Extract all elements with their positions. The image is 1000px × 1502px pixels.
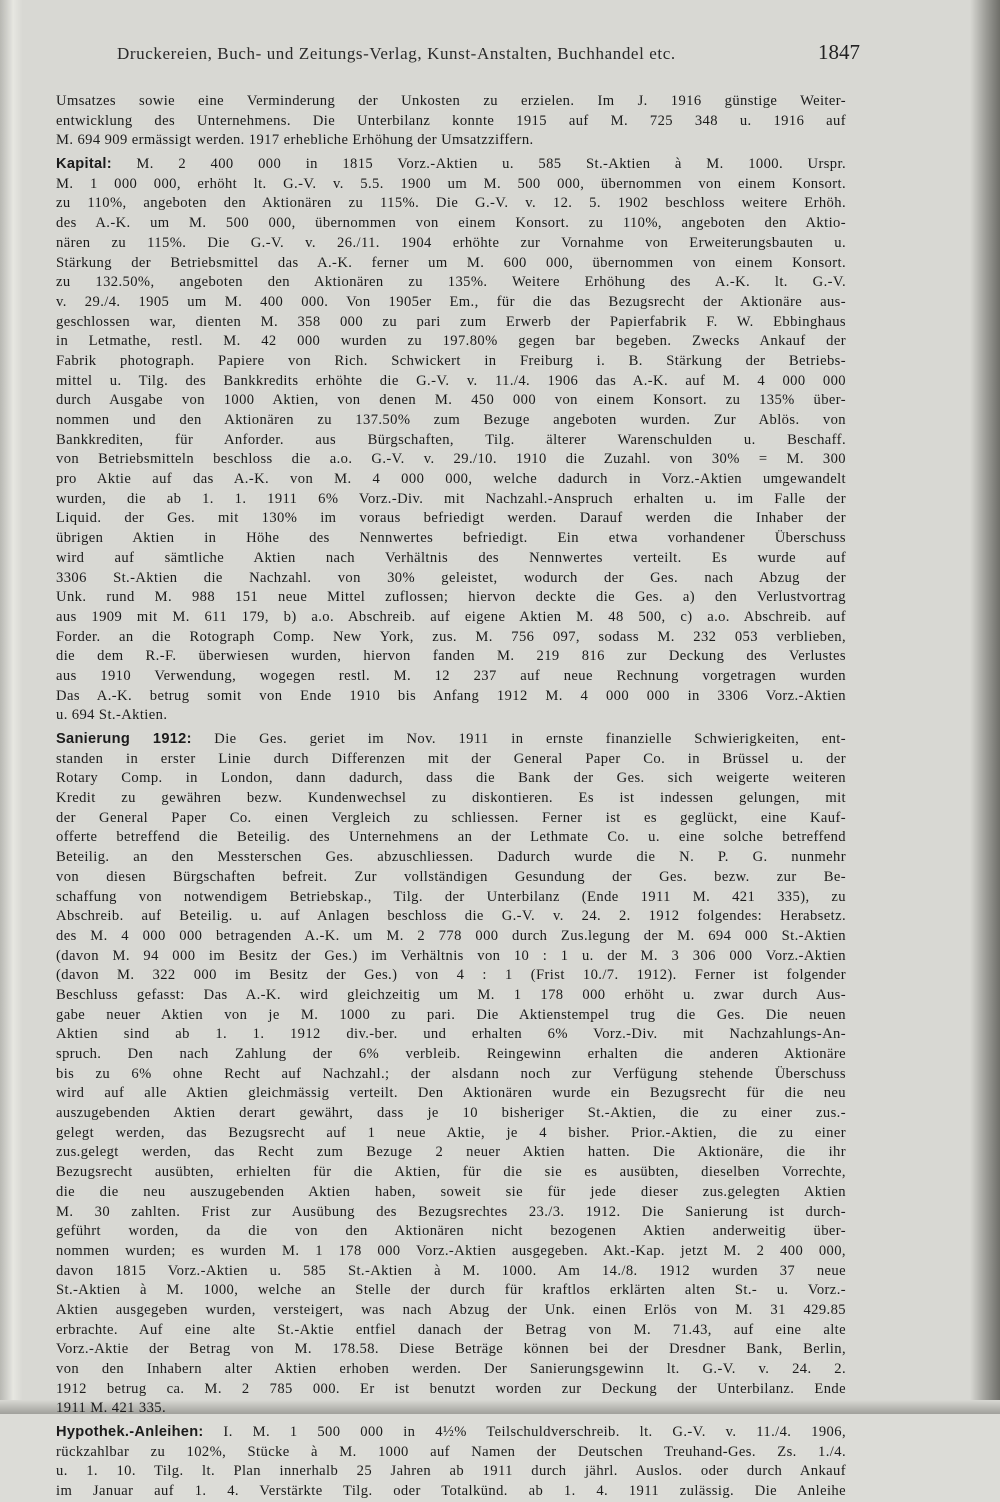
text-line	[56, 1183, 846, 1203]
line-text: entwicklung des Unternehmens. Die Unterbilanz konnte 1915 auf M. 725 348 u. 1916 auf	[56, 112, 846, 129]
line-text: von den Inhabern alter Aktien erhoben werden. Der Sanierungsgewinn lt. G.-V. v. 24. 2.	[56, 1361, 846, 1377]
line-text: zu 132.50%, angeboten den Aktionären zu 135%. Weitere Erhöhung des A.-K. lt. G.-V.	[56, 274, 846, 291]
text-line	[56, 155, 846, 175]
text-line	[56, 549, 846, 569]
line-text: im Januar auf 1. 4. Verstärkte Tilg. oder Totalkünd. ab 1. 4. 1911 zulässig. Die Anleihe	[56, 1483, 846, 1500]
line-text: Bezugsrecht ausübten, erhielten für die Aktien, für die sie es ausübten, dieselben Vorrechte,	[56, 1164, 846, 1181]
line-text: (davon M. 322 000 im Besitz der Ges.) von 4 : 1 (Frist 10./7. 1912). Ferner ist folgender	[56, 967, 846, 984]
line-text: Forder. an die Rotograph Comp. New York, zus. M. 756 097, sodass M. 232 053 verblieben,	[56, 628, 846, 645]
line-text: erbrachte. Auf eine alte St.-Aktie entfiel danach der Betrag von M. 71.43, auf eine alte	[56, 1321, 846, 1338]
text-line	[56, 947, 846, 967]
line-text: von Betriebsmitteln beschloss die a.o. G.-V. v. 29./10. 1910 die Zuzahl. von 30% = M. 300	[56, 451, 846, 468]
line-text: Unk. rund M. 988 151 neue Mittel zuflossen; hiervon deckte die Ges. a) den Verlustvortrag	[56, 589, 846, 606]
text-line	[56, 907, 846, 927]
line-text: zu 110%, angeboten den Aktionären zu 115%. Die G.-V. v. 12. 5. 1902 beschloss weitere Erhöh.	[56, 195, 846, 212]
line-text: 3306 St.-Aktien die Nachzahl. von 30% geleistet, wodurch der Ges. nach Abzug der	[56, 569, 846, 586]
line-text: zus.gelegt werden, das Recht zum Bezuge 2 neuer Aktien hatten. Die Aktionäre, die ihr	[56, 1144, 846, 1161]
text-line	[56, 730, 846, 750]
line-text: pro Aktie auf das A.-K. von M. 4 000 000, welche dadurch in Vorz.-Aktien umgewandelt	[56, 471, 846, 488]
text-line	[56, 332, 846, 352]
line-text: Vorz.-Aktie der Betrag von M. 178.58. Diese Beträge können bei der Dresdner Bank, Berlin,	[56, 1341, 846, 1358]
text-line	[56, 687, 846, 707]
line-text: auszugebenden Aktien derart gewährt, dass je 10 bisheriger St.-Aktien, die zu einer zus.-	[56, 1105, 846, 1122]
line-text: Rotary Comp. in London, dann dadurch, dass die Bank der Ges. sich weigerte weiteren	[56, 770, 846, 787]
line-text: wurden, die ab 1. 1. 1911 6% Vorz.-Div. mit Nachzahl.-Anspruch erhalten u. im Falle der	[56, 490, 846, 507]
line-text: Aktien ausgegeben wurden, versteigert, was nach Abzug der Unk. einen Erlös von M. 31 429.85	[56, 1301, 846, 1318]
line-text: schaffung von notwendigem Betriebskap., Tilg. der Unterbilanz (Ende 1911 M. 421 335), zu	[56, 888, 846, 905]
text-line	[56, 234, 846, 254]
text-line	[56, 1045, 846, 1065]
text-line	[56, 391, 846, 411]
text-line	[56, 1025, 846, 1045]
text-line	[56, 986, 846, 1006]
line-text: offerte betreffend die Beteilig. des Unternehmens an der Lethmate Co. u. eine solche betreffend	[56, 829, 846, 846]
text-line	[56, 175, 846, 195]
text-line	[56, 588, 846, 608]
text-line	[56, 1065, 846, 1085]
line-text: Die Ges. geriet im Nov. 1911 in ernste finanzielle Schwierigkeiten, ent-	[191, 731, 846, 747]
left-page-margin	[0, 0, 22, 1414]
text-line	[56, 1360, 846, 1380]
line-text: Stärkung der Betriebsmittel das A.-K. ferner um M. 600 000, übernommen von einem Konsort.	[56, 254, 846, 271]
text-line	[56, 628, 846, 648]
line-text: des A.-K. um M. 500 000, übernommen von einem Konsort. zu 110%, angeboten den Aktio-	[56, 215, 846, 232]
line-text: 1911 M. 421 335.	[56, 1400, 167, 1417]
line-text: M. 2 400 000 in 1815 Vorz.-Aktien u. 585 St.-Aktien à M. 1000. Urspr.	[111, 156, 846, 173]
line-text: durch Ausgabe von 1000 Aktien, von denen M. 450 000 von einem Konsort. zu 135% über-	[56, 392, 846, 409]
text-line	[56, 1340, 846, 1360]
line-text: geführt worden, da die von den Aktionären nicht bezogenen Aktien anderweitig über-	[56, 1223, 846, 1240]
line-text: Beteilig. an den Messterschen Ges. abzuschliessen. Dadurch wurde die N. P. G. nunmehr	[56, 849, 846, 866]
line-text: wird auf sämtliche Aktien nach Verhältnis des Nennwertes verteilt. Es wurde auf	[56, 549, 846, 566]
line-text: übrigen Aktien in Höhe des Nennwertes befriedigt. Ein etwa vorhandener Überschuss	[56, 530, 846, 547]
line-text: Kredit zu gewähren bezw. Kundenwechsel zu diskontieren. Es ist indessen gelungen, mit	[56, 790, 846, 807]
line-text: wird auf alle Aktien gleichmässig verteilt. Den Aktionären wurde ein Bezugsrecht für die neu	[56, 1085, 846, 1102]
line-text: bis zu 6% ohne Recht auf Nachzahl.; der alsdann noch zur Verfügung stehende Überschuss	[56, 1065, 846, 1082]
page-header	[60, 40, 860, 70]
line-text: Das A.-K. betrug somit von Ende 1910 bis Anfang 1912 M. 4 000 000 in 3306 Vorz.-Aktien	[56, 687, 846, 704]
text-line	[56, 1104, 846, 1124]
text-line	[56, 769, 846, 789]
text-line	[56, 1380, 846, 1400]
line-text: Liquid. der Ges. mit 130% im voraus befriedigt werden. Darauf werden die Inhaber der	[56, 510, 846, 527]
text-line	[56, 470, 846, 490]
line-text: Aktien sind ab 1. 1. 1912 div.-ber. und erhalten 6% Vorz.-Div. mit Nachzahlungs-An-	[56, 1026, 846, 1043]
line-text: Abschreib. auf Beteilig. u. auf Anlagen beschloss die G.-V. v. 24. 2. 1912 folgendes: Herabsetz.	[56, 908, 846, 925]
text-line	[56, 927, 846, 947]
line-text: in Letmathe, restl. M. 42 000 wurden zu 197.80% gegen bar begeben. Zwecks Ankauf der	[56, 333, 846, 350]
line-text: davon 1815 Vorz.-Aktien u. 585 St.-Aktien à M. 1000. Am 14./8. 1912 wurden 37 neue	[56, 1262, 846, 1279]
text-line	[56, 868, 846, 888]
text-line	[56, 490, 846, 510]
text-line	[56, 888, 846, 908]
line-text: rückzahlbar zu 102%, Stücke à M. 1000 auf Namen der Deutschen Treuhand-Ges. Zs. 1./4.	[56, 1443, 846, 1460]
text-line	[56, 1163, 846, 1183]
text-line	[56, 848, 846, 868]
text-line	[56, 131, 846, 151]
line-text: M. 1 000 000, erhöht lt. G.-V. v. 5.5. 1900 um M. 500 000, übernommen von einem Konsort.	[56, 175, 846, 192]
text-line	[56, 1443, 846, 1463]
text-line	[56, 450, 846, 470]
line-text: des M. 4 000 000 betragenden A.-K. um M. 2 778 000 durch Zus.legung der M. 694 000 St.-Aktien	[56, 927, 846, 944]
text-line	[56, 1482, 846, 1502]
line-text: standen in erster Linie durch Differenzen mit der General Paper Co. in Brüssel u. der	[56, 750, 846, 767]
line-text: von diesen Bürgschaften befreit. Zur vollständigen Gesundung der Ges. bezw. zur Be-	[56, 868, 846, 885]
line-text: gabe neuer Aktien von je M. 1000 zu pari. Die Aktienstempel trug die Ges. Die neuen	[56, 1006, 846, 1023]
text-line	[56, 313, 846, 333]
line-text: M. 30 zahlten. Frist zur Ausübung des Bezugsrechtes 23./3. 1912. Die Sanierung ist durch-	[56, 1203, 846, 1220]
line-text: M. 694 909 ermässigt werden. 1917 erhebliche Erhöhung der Umsatzziffern.	[56, 132, 534, 149]
text-line	[56, 966, 846, 986]
line-text: Beschluss gefasst: Das A.-K. wird gleichzeitig um M. 1 178 000 erhöht u. zwar durch Aus-	[56, 986, 846, 1003]
line-text: die die neu auszugebenden Aktien haben, soweit sie für jede dieser zus.gelegten Aktien	[56, 1183, 846, 1200]
running-head: Druckereien, Buch- und Zeitungs-Verlag, Kunst-Anstalten, Buchhandel etc.	[117, 44, 676, 63]
text-line	[56, 372, 846, 392]
line-text: nären zu 115%. Die G.-V. v. 26./11. 1904 erhöhte zur Vornahme von Erweiterungsbauten u.	[56, 234, 846, 251]
text-line	[56, 1281, 846, 1301]
line-text: die dem R.-F. überwiesen wurden, hiervon fanden M. 219 816 zur Deckung des Verlustes	[56, 648, 846, 665]
text-line	[56, 254, 846, 274]
text-line	[56, 750, 846, 770]
body-text	[56, 92, 846, 1502]
text-line	[56, 1006, 846, 1026]
text-line	[56, 1262, 846, 1282]
line-text: Fabrik photograph. Papiere von Rich. Schwickert in Freiburg i. B. Stärkung der Betriebs-	[56, 352, 846, 369]
line-text: mittel u. Tilg. des Bankkredits erhöhte die G.-V. v. 11./4. 1906 das A.-K. auf M. 4 000 000	[56, 372, 846, 389]
line-text: v. 29./4. 1905 um M. 400 000. Von 1905er Em., für die das Bezugsrecht der Aktionäre aus-	[56, 293, 846, 310]
section-heading: Kapital:	[56, 156, 112, 173]
text-line	[56, 509, 846, 529]
line-text: geschlossen war, dienten M. 358 000 zu pari zum Erwerb der Papierfabrik F. W. Ebbinghaus	[56, 313, 846, 330]
text-line	[56, 214, 846, 234]
text-line	[56, 92, 846, 112]
line-text: u. 694 St.-Aktien.	[56, 707, 168, 724]
line-text: St.-Aktien à M. 1000, welche an Stelle der durch für kraftlos erklärten alten St.- u. Vorz.-	[56, 1282, 846, 1299]
text-line	[56, 1321, 846, 1341]
text-line	[56, 1462, 846, 1482]
line-text: aus 1909 mit M. 611 179, b) a.o. Abschreib. auf eigene Aktien M. 48 500, c) a.o. Abschreib. auf	[56, 608, 846, 625]
line-text: aus 1910 Verwendung, wogegen restl. M. 12 237 auf neue Rechnung vorgetragen wurden	[56, 667, 846, 684]
line-text: Bankkrediten, für Anforder. aus Bürgschaften, Tilg. älterer Warenschulden u. Beschaff.	[56, 431, 846, 448]
section-heading: Sanierung 1912:	[56, 731, 192, 747]
text-line	[56, 293, 846, 313]
line-text: Umsatzes sowie eine Verminderung der Unkosten zu erzielen. Im J. 1916 günstige Weiter-	[56, 93, 846, 109]
text-line	[56, 529, 846, 549]
line-text: nommen und den Aktionären zu 137.50% zum Bezuge angeboten wurden. Zur Ablös. von	[56, 412, 846, 428]
line-text: I. M. 1 500 000 in 4½% Teilschuldverschreib. lt. G.-V. v. 11./4. 1906,	[203, 1424, 846, 1441]
text-line	[56, 1084, 846, 1104]
text-line	[56, 1301, 846, 1321]
text-line	[56, 1423, 846, 1443]
text-line	[56, 194, 846, 214]
text-line	[56, 569, 846, 589]
line-text: der General Paper Co. einen Vergleich zu schliessen. Ferner ist es geglückt, eine Kauf-	[56, 809, 846, 826]
line-text: gelegt werden, das Bezugsrecht auf 1 neue Aktie, je 4 bisher. Prior.-Aktien, die zu einer	[56, 1124, 846, 1141]
text-line	[56, 411, 846, 431]
line-text: u. 1. 10. Tilg. lt. Plan innerhalb 25 Jahren ab 1911 durch jährl. Auslos. oder durch Ankauf	[56, 1463, 846, 1480]
text-line	[56, 1222, 846, 1242]
section-heading: Hypothek.-Anleihen:	[56, 1424, 204, 1441]
text-line	[56, 809, 846, 829]
text-line	[56, 273, 846, 293]
line-text: spruch. Den nach Zahlung der 6% verbleib. Reingewinn erhalten die anderen Aktionäre	[56, 1046, 846, 1062]
text-line	[56, 1242, 846, 1262]
text-line	[56, 828, 846, 848]
right-page-edge	[970, 0, 1000, 1414]
text-line	[56, 1124, 846, 1144]
text-line	[56, 1399, 846, 1419]
line-text: (davon M. 94 000 im Besitz der Ges.) im Verhältnis von 10 : 1 u. der M. 3 306 000 Vorz.-Aktien	[56, 947, 846, 964]
text-line	[56, 667, 846, 687]
text-line	[56, 608, 846, 628]
text-line	[56, 647, 846, 667]
text-line	[56, 431, 846, 451]
text-line	[56, 706, 846, 726]
text-line	[56, 1203, 846, 1223]
text-line	[56, 1143, 846, 1163]
line-text: 1912 betrug ca. M. 2 785 000. Er ist benutzt worden zur Deckung der Unterbilanz. Ende	[56, 1380, 846, 1397]
text-line	[56, 352, 846, 372]
text-line	[56, 112, 846, 132]
line-text: nommen wurden; es wurden M. 1 178 000 Vorz.-Aktien ausgegeben. Akt.-Kap. jetzt M. 2 400 000,	[56, 1242, 846, 1259]
page-number: 1847	[818, 40, 860, 64]
text-line	[56, 789, 846, 809]
